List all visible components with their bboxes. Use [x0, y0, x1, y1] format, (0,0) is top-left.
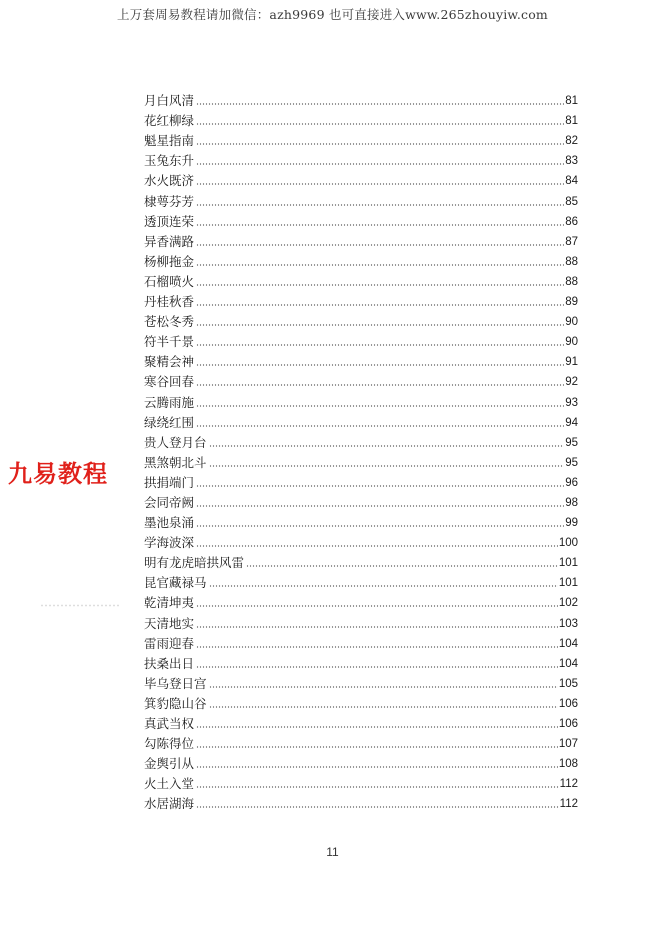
- toc-entry-title: 魁星指南: [144, 133, 195, 149]
- toc-entry[interactable]: [144, 209, 578, 229]
- toc-dot-leader: [196, 183, 564, 185]
- toc-entry-page: 105: [558, 677, 578, 690]
- toc-entry[interactable]: [144, 470, 578, 490]
- toc-entry[interactable]: [144, 751, 578, 771]
- toc-entry-title: 丹桂秋香: [144, 294, 195, 310]
- toc-entry-title: 昆官藏禄马: [144, 575, 207, 591]
- toc-entry-title: 寒谷回春: [144, 374, 195, 390]
- toc-entry-page: 85: [565, 195, 578, 208]
- toc-entry-title: 明有龙虎暗拱风雷: [144, 555, 245, 571]
- toc-dot-leader: [196, 103, 564, 105]
- toc-entry-title: 箕豹隐山谷: [144, 695, 207, 711]
- toc-entry-title: 花红柳绿: [144, 113, 195, 129]
- toc-entry[interactable]: [144, 229, 578, 249]
- toc-dot-leader: [196, 726, 558, 728]
- toc-entry-page: 93: [565, 396, 578, 409]
- toc-entry-page: 99: [565, 517, 578, 530]
- toc-entry-title: 扶桑出日: [144, 655, 195, 671]
- page-number: 11: [326, 845, 339, 859]
- toc-entry-title: 天清地实: [144, 615, 195, 631]
- toc-entry-title: 会同帝阙: [144, 494, 195, 510]
- toc-entry-page: 108: [558, 758, 578, 771]
- toc-dot-leader: [209, 585, 558, 587]
- toc-entry-page: 101: [558, 577, 578, 590]
- toc-entry[interactable]: [144, 430, 578, 450]
- toc-entry-page: 91: [565, 356, 578, 369]
- toc-dot-leader: [196, 505, 564, 507]
- toc-entry[interactable]: [144, 550, 578, 570]
- toc-entry[interactable]: [144, 269, 578, 289]
- toc-entry-title: 火土入堂: [144, 776, 195, 792]
- toc-entry-page: 83: [565, 155, 578, 168]
- toc-entry-page: 104: [558, 637, 578, 650]
- toc-entry-page: 112: [559, 778, 578, 791]
- toc-entry[interactable]: [144, 711, 578, 731]
- toc-entry[interactable]: [144, 188, 578, 208]
- toc-entry-title: 金舆引从: [144, 756, 195, 772]
- toc-entry-page: 90: [565, 336, 578, 349]
- toc-entry[interactable]: [144, 651, 578, 671]
- toc-dot-leader: [196, 605, 558, 607]
- toc-dot-leader: [209, 686, 558, 688]
- toc-dot-leader: [196, 163, 564, 165]
- toc-entry[interactable]: [144, 671, 578, 691]
- toc-dot-leader: [196, 304, 564, 306]
- toc-dot-leader: [196, 806, 559, 808]
- toc-entry[interactable]: [144, 108, 578, 128]
- toc-entry-title: 水火既济: [144, 173, 195, 189]
- toc-entry-title: 贵人登月台: [144, 434, 207, 450]
- toc-entry[interactable]: [144, 490, 578, 510]
- toc-entry-title: 玉兔东升: [144, 153, 195, 169]
- toc-entry[interactable]: [144, 570, 578, 590]
- toc-entry-title: 绿绕红围: [144, 414, 195, 430]
- toc-dot-leader: [196, 123, 564, 125]
- toc-entry[interactable]: [144, 88, 578, 108]
- toc-entry[interactable]: [144, 309, 578, 329]
- toc-entry-page: 82: [565, 135, 578, 148]
- toc-entry-page: 81: [565, 115, 578, 128]
- toc-entry[interactable]: [144, 691, 578, 711]
- toc-entry[interactable]: [144, 771, 578, 791]
- toc-dot-leader: [196, 786, 559, 788]
- toc-dot-leader: [209, 465, 565, 467]
- toc-entry-page: 112: [559, 798, 578, 811]
- toc-dot-leader: [196, 425, 564, 427]
- toc-entry-page: 95: [565, 436, 578, 449]
- toc-dot-leader: [196, 666, 558, 668]
- toc-dot-leader: [209, 445, 565, 447]
- toc-entry-page: 101: [558, 557, 578, 570]
- toc-entry[interactable]: [144, 329, 578, 349]
- toc-entry[interactable]: [144, 530, 578, 550]
- toc-entry-page: 86: [565, 215, 578, 228]
- toc-entry[interactable]: [144, 389, 578, 409]
- toc-entry[interactable]: [144, 410, 578, 430]
- toc-entry-title: 符半千景: [144, 334, 195, 350]
- toc-dot-leader: [209, 706, 558, 708]
- toc-entry-title: 苍松冬秀: [144, 314, 195, 330]
- toc-entry-page: 84: [565, 175, 578, 188]
- toc-entry-page: 88: [565, 255, 578, 268]
- toc-entry-title: 黑煞朝北斗: [144, 454, 207, 470]
- toc-entry-title: 墨池泉涌: [144, 515, 195, 531]
- toc-dot-leader: [196, 525, 564, 527]
- toc-entry-title: 学海波深: [144, 535, 195, 551]
- toc-entry-page: 106: [558, 718, 578, 730]
- toc-dot-leader: [196, 364, 564, 366]
- toc-entry-page: 98: [565, 496, 578, 509]
- toc-entry-page: 96: [565, 476, 578, 489]
- toc-entry-title: 云腾雨施: [144, 394, 195, 410]
- toc-entry-title: 拱捐端门: [144, 474, 195, 490]
- toc-entry-title: 棣萼芬芳: [144, 193, 195, 209]
- toc-dot-leader: [196, 344, 564, 346]
- toc-dot-leader: [196, 204, 564, 206]
- scan-smudge: [40, 604, 120, 607]
- toc-dot-leader: [196, 384, 564, 386]
- toc-entry-page: 90: [565, 316, 578, 329]
- toc-entry-title: 石榴喷火: [144, 273, 195, 289]
- toc-dot-leader: [196, 626, 558, 628]
- toc-entry-page: 87: [565, 235, 578, 248]
- toc-entry-page: 100: [558, 537, 578, 550]
- toc-dot-leader: [196, 485, 564, 487]
- toc-entry[interactable]: [144, 289, 578, 309]
- toc-entry-page: 103: [558, 617, 578, 630]
- toc-entry-page: 88: [565, 275, 578, 288]
- toc-entry-page: 102: [558, 597, 578, 610]
- watermark-logo: 九易教程: [8, 460, 108, 488]
- toc-entry[interactable]: [144, 349, 578, 369]
- toc-entry-title: 聚精会神: [144, 354, 195, 370]
- toc-dot-leader: [246, 565, 558, 567]
- toc-dot-leader: [196, 405, 564, 407]
- toc-entry[interactable]: [144, 590, 578, 610]
- toc-entry[interactable]: [144, 168, 578, 188]
- toc-dot-leader: [196, 646, 558, 648]
- toc-dot-leader: [196, 746, 558, 748]
- toc-entry[interactable]: [144, 731, 578, 751]
- table-of-contents: [144, 88, 578, 811]
- toc-entry-title: 水居湖海: [144, 796, 195, 812]
- toc-entry-title: 乾清坤夷: [144, 595, 195, 611]
- toc-dot-leader: [196, 545, 558, 547]
- toc-entry[interactable]: [144, 128, 578, 148]
- toc-entry[interactable]: [144, 631, 578, 651]
- toc-entry-page: 104: [558, 657, 578, 670]
- toc-entry-title: 真武当权: [144, 716, 195, 731]
- toc-entry[interactable]: [144, 369, 578, 389]
- toc-entry-page: 106: [558, 697, 578, 710]
- toc-dot-leader: [196, 224, 564, 226]
- toc-entry[interactable]: [144, 610, 578, 630]
- toc-entry-title: 月白风清: [144, 93, 195, 109]
- toc-entry-page: 107: [558, 738, 578, 751]
- page-header-text: 上万套周易教程请加微信：azh9969 也可直接进入www.265zhouyiw.com: [117, 7, 548, 22]
- toc-entry-title: 雷雨迎春: [144, 635, 195, 651]
- toc-entry[interactable]: [144, 249, 578, 269]
- toc-entry-title: 杨柳拖金: [144, 253, 195, 269]
- toc-entry-page: 95: [565, 456, 578, 469]
- toc-dot-leader: [196, 284, 564, 286]
- toc-entry-page: 92: [565, 376, 578, 389]
- toc-dot-leader: [196, 766, 558, 768]
- toc-entry-title: 透顶连荣: [144, 213, 195, 229]
- toc-entry-title: 毕乌登日宫: [144, 675, 207, 691]
- toc-entry-title: 勾陈得位: [144, 736, 195, 752]
- toc-dot-leader: [196, 324, 564, 326]
- toc-entry-page: 94: [565, 416, 578, 429]
- toc-entry-title: 异香满路: [144, 233, 195, 249]
- toc-entry[interactable]: [144, 791, 578, 811]
- toc-dot-leader: [196, 244, 564, 246]
- toc-entry-page: 89: [565, 296, 578, 309]
- toc-entry[interactable]: [144, 148, 578, 168]
- toc-entry-page: 81: [565, 95, 578, 108]
- toc-dot-leader: [196, 264, 564, 266]
- toc-entry[interactable]: [144, 450, 578, 470]
- toc-entry[interactable]: [144, 510, 578, 530]
- toc-dot-leader: [196, 143, 564, 145]
